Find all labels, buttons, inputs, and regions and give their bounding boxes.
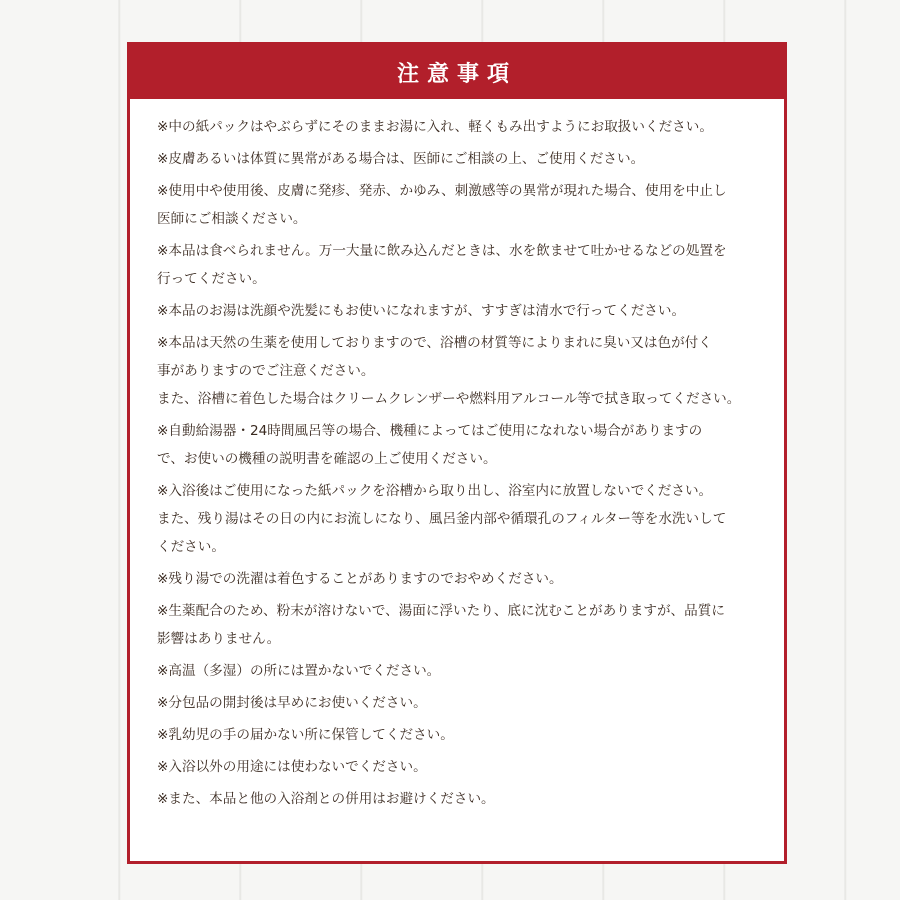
caution-item: [157, 597, 784, 653]
caution-line: ※中の紙パックはやぶらずにそのままお湯に入れ、軽くもみ出すようにお取扱いください。: [157, 119, 713, 135]
caution-list: [130, 99, 784, 813]
caution-line: で、お使いの機種の説明書を確認の上ご使用ください。: [157, 451, 497, 467]
caution-line: ※また、本品と他の入浴剤との併用はお避けください。: [157, 791, 495, 807]
caution-item: [157, 177, 784, 233]
caution-line: 医師にご相談ください。: [157, 211, 307, 227]
caution-line: ※使用中や使用後、皮膚に発疹、発赤、かゆみ、刺激感等の異常が現れた場合、使用を中止し: [157, 183, 727, 199]
caution-line: ※分包品の開封後は早めにお使いください。: [157, 695, 427, 711]
caution-item: [157, 297, 784, 325]
caution-line: ※本品は食べられません。万一大量に飲み込んだときは、水を飲ませて吐かせるなどの処置を: [157, 243, 727, 259]
caution-line: ※残り湯での洗濯は着色することがありますのでおやめください。: [157, 571, 563, 587]
caution-line: 事がありますのでご注意ください。: [157, 363, 375, 379]
caution-line: ※本品のお湯は洗顔や洗髪にもお使いになれますが、すすぎは清水で行ってください。: [157, 303, 686, 319]
caution-line: また、浴槽に着色した場合はクリームクレンザーや燃料用アルコール等で拭き取ってください。: [157, 391, 741, 407]
caution-item: [157, 417, 784, 473]
caution-item: [157, 689, 784, 717]
caution-line: ※乳幼児の手の届かない所に保管してください。: [157, 727, 454, 743]
caution-item: [157, 237, 784, 293]
caution-item: [157, 753, 784, 781]
page-title: 注意事項: [396, 61, 517, 87]
caution-item: [157, 565, 784, 593]
caution-line: ※生薬配合のため、粉末が溶けないで、湯面に浮いたり、底に沈むことがありますが、品質に: [157, 603, 725, 619]
caution-line: ※入浴以外の用途には使わないでください。: [157, 759, 427, 775]
caution-line: 行ってください。: [157, 271, 266, 287]
caution-line: ※高温（多湿）の所には置かないでください。: [157, 663, 441, 679]
caution-line: ※本品は天然の生薬を使用しておりますので、浴槽の材質等によりまれに臭い又は色が付く: [157, 335, 712, 351]
caution-item: [157, 657, 784, 685]
caution-item: [157, 145, 784, 173]
caution-line: ※入浴後はご使用になった紙パックを浴槽から取り出し、浴室内に放置しないでください。: [157, 483, 713, 499]
caution-item: [157, 329, 784, 413]
caution-item: [157, 477, 784, 561]
caution-line: ください。: [157, 539, 225, 555]
caution-item: [157, 785, 784, 813]
caution-line: また、残り湯はその日の内にお流しになり、風呂釜内部や循環孔のフィルター等を水洗いして: [157, 511, 727, 527]
caution-item: [157, 721, 784, 749]
caution-panel: [127, 42, 787, 864]
caution-header: [130, 45, 784, 99]
caution-item: [157, 113, 784, 141]
caution-line: 影響はありません。: [157, 631, 281, 647]
caution-line: ※皮膚あるいは体質に異常がある場合は、医師にご相談の上、ご使用ください。: [157, 151, 645, 167]
caution-line: ※自動給湯器・24時間風呂等の場合、機種によってはご使用になれない場合がありますの: [157, 423, 703, 439]
